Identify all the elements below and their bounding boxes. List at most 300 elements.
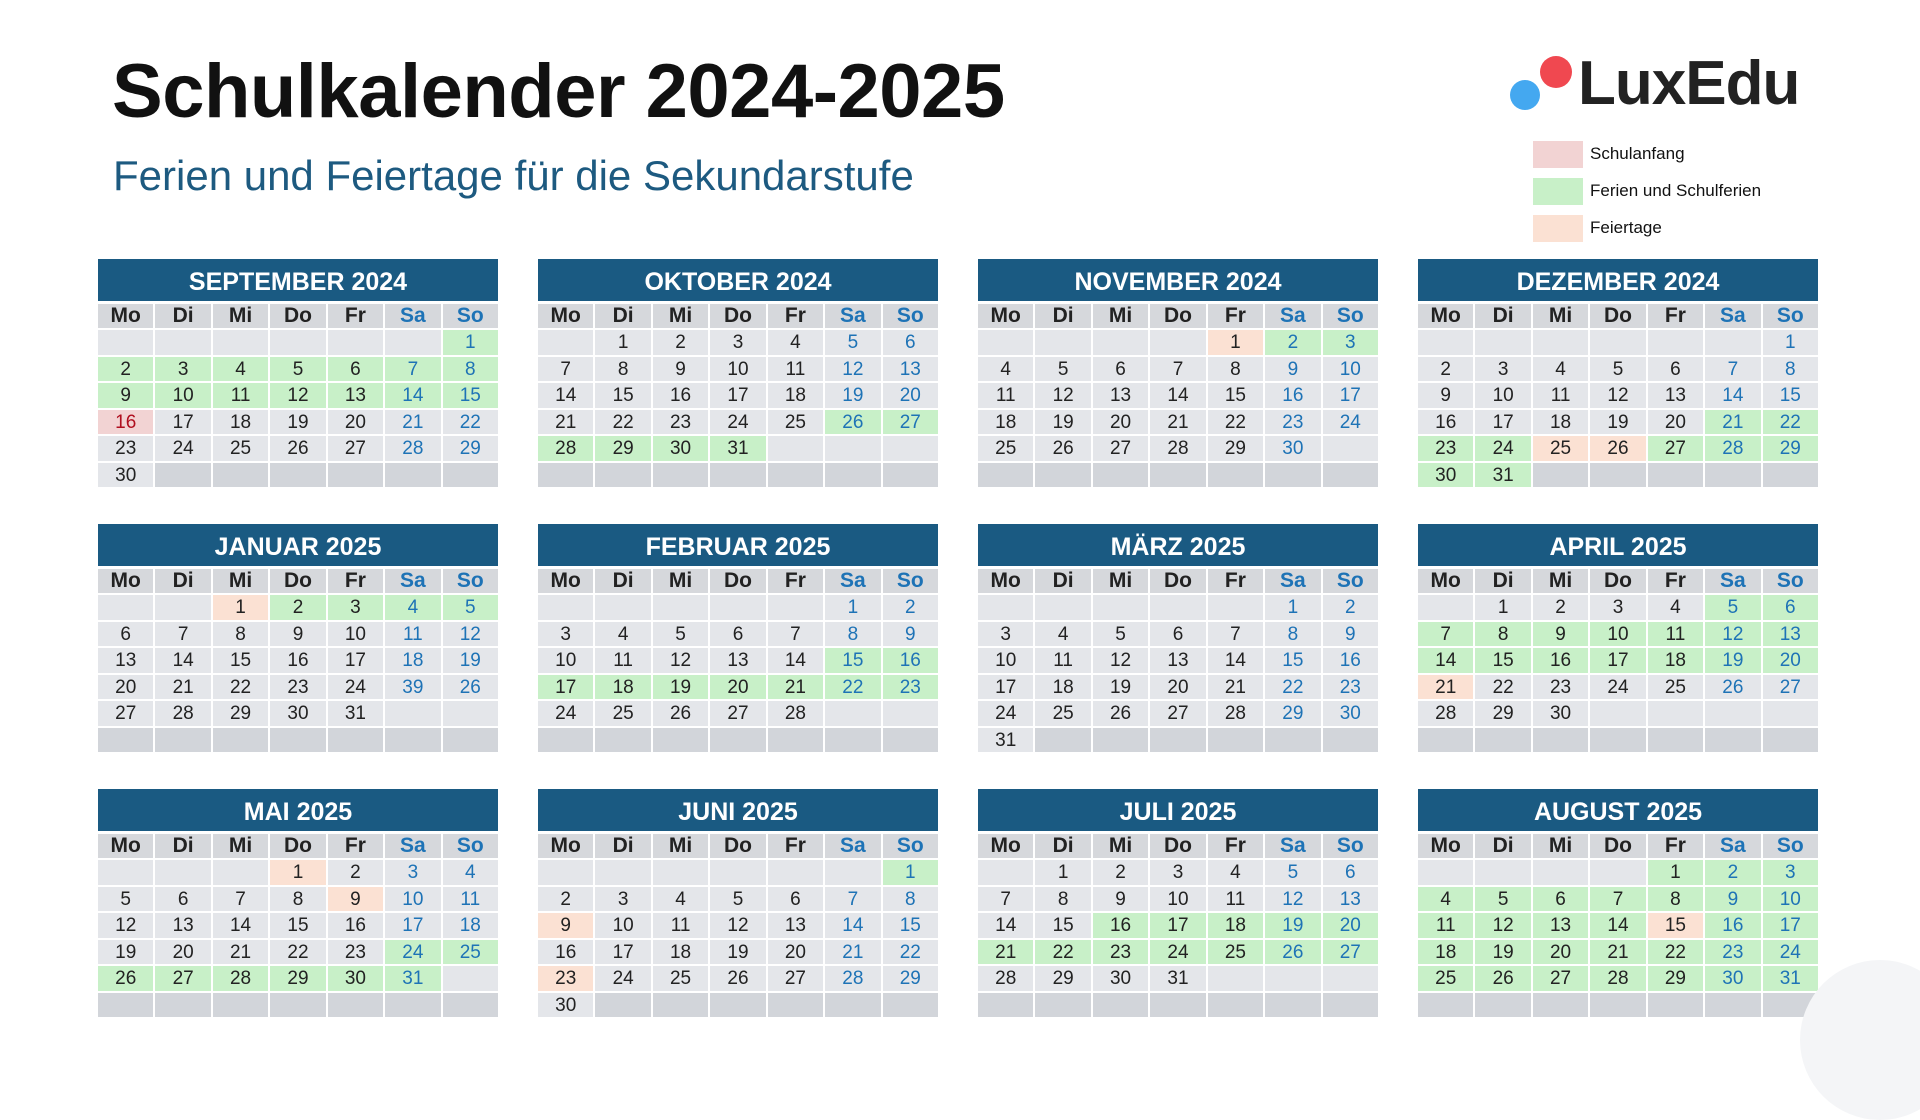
month-days-grid bbox=[1418, 304, 1818, 487]
day-cell: 14 bbox=[1150, 383, 1205, 408]
empty-day-cell bbox=[1208, 993, 1263, 1018]
day-cell: 30 bbox=[98, 463, 153, 488]
day-cell: 19 bbox=[1475, 940, 1530, 965]
day-cell: 21 bbox=[1208, 675, 1263, 700]
weekday-header: Do bbox=[710, 569, 765, 593]
empty-day-cell bbox=[1418, 330, 1473, 355]
day-cell: 11 bbox=[1035, 648, 1090, 673]
weekday-header: Sa bbox=[1705, 304, 1760, 328]
day-cell: 12 bbox=[1590, 383, 1645, 408]
weekday-header: Do bbox=[710, 304, 765, 328]
empty-day-cell bbox=[1093, 728, 1148, 753]
day-cell: 4 bbox=[978, 357, 1033, 382]
empty-day-cell bbox=[825, 860, 880, 885]
day-cell: 17 bbox=[155, 410, 210, 435]
day-cell: 15 bbox=[883, 913, 938, 938]
empty-day-cell bbox=[1035, 595, 1090, 620]
weekday-header: So bbox=[443, 569, 498, 593]
day-cell: 19 bbox=[443, 648, 498, 673]
day-cell: 27 bbox=[1150, 701, 1205, 726]
logo-red-dot-icon bbox=[1540, 56, 1572, 88]
day-cell: 27 bbox=[155, 966, 210, 991]
day-cell: 9 bbox=[1265, 357, 1320, 382]
day-cell: 15 bbox=[595, 383, 650, 408]
weekday-header: Sa bbox=[1265, 834, 1320, 858]
day-cell: 17 bbox=[1475, 410, 1530, 435]
day-cell: 9 bbox=[270, 622, 325, 647]
legend-item-ferien bbox=[1533, 177, 1761, 205]
day-cell: 6 bbox=[155, 887, 210, 912]
empty-day-cell bbox=[213, 330, 268, 355]
empty-day-cell bbox=[1035, 993, 1090, 1018]
empty-day-cell bbox=[155, 463, 210, 488]
empty-day-cell bbox=[1763, 463, 1818, 488]
empty-day-cell bbox=[768, 463, 823, 488]
day-cell: 18 bbox=[1648, 648, 1703, 673]
day-cell: 2 bbox=[1093, 860, 1148, 885]
day-cell: 19 bbox=[1590, 410, 1645, 435]
weekday-header: Fr bbox=[1208, 834, 1263, 858]
month-title: JANUAR 2025 bbox=[98, 524, 498, 566]
decorative-swoosh bbox=[1800, 960, 1920, 1120]
empty-day-cell bbox=[883, 463, 938, 488]
day-cell: 27 bbox=[1093, 436, 1148, 461]
empty-day-cell bbox=[98, 595, 153, 620]
day-cell: 7 bbox=[1705, 357, 1760, 382]
weekday-header: Do bbox=[710, 834, 765, 858]
day-cell: 6 bbox=[1533, 887, 1588, 912]
empty-day-cell bbox=[1705, 463, 1760, 488]
empty-day-cell bbox=[1265, 463, 1320, 488]
day-cell: 7 bbox=[1208, 622, 1263, 647]
day-cell: 24 bbox=[1590, 675, 1645, 700]
weekday-header: Mo bbox=[98, 834, 153, 858]
day-cell: 19 bbox=[825, 383, 880, 408]
weekday-header: Fr bbox=[1648, 304, 1703, 328]
empty-day-cell bbox=[653, 728, 708, 753]
empty-day-cell bbox=[1093, 463, 1148, 488]
day-cell: 2 bbox=[538, 887, 593, 912]
weekday-header: Di bbox=[155, 569, 210, 593]
day-cell: 10 bbox=[538, 648, 593, 673]
empty-day-cell bbox=[595, 595, 650, 620]
empty-day-cell bbox=[443, 728, 498, 753]
day-cell: 24 bbox=[595, 966, 650, 991]
day-cell: 30 bbox=[1705, 966, 1760, 991]
weekday-header: Di bbox=[1035, 834, 1090, 858]
month-calendar bbox=[538, 524, 938, 752]
day-cell: 26 bbox=[1093, 701, 1148, 726]
day-cell: 31 bbox=[1150, 966, 1205, 991]
weekday-header: Do bbox=[1590, 569, 1645, 593]
empty-day-cell bbox=[538, 860, 593, 885]
weekday-header: Do bbox=[270, 834, 325, 858]
day-cell: 8 bbox=[883, 887, 938, 912]
day-cell: 28 bbox=[385, 436, 440, 461]
day-cell: 5 bbox=[443, 595, 498, 620]
weekday-header: Mo bbox=[1418, 834, 1473, 858]
day-cell: 8 bbox=[1208, 357, 1263, 382]
day-cell: 26 bbox=[1705, 675, 1760, 700]
day-cell: 16 bbox=[328, 913, 383, 938]
day-cell: 17 bbox=[385, 913, 440, 938]
day-cell: 22 bbox=[270, 940, 325, 965]
day-cell: 10 bbox=[595, 913, 650, 938]
weekday-header: Sa bbox=[385, 569, 440, 593]
legend-label: Schulanfang bbox=[1590, 144, 1685, 163]
day-cell: 22 bbox=[1035, 940, 1090, 965]
empty-day-cell bbox=[653, 595, 708, 620]
month-calendar bbox=[1418, 524, 1818, 752]
empty-day-cell bbox=[385, 728, 440, 753]
empty-day-cell bbox=[328, 728, 383, 753]
day-cell: 29 bbox=[1648, 966, 1703, 991]
weekday-header: So bbox=[1763, 304, 1818, 328]
day-cell: 24 bbox=[710, 410, 765, 435]
weekday-header: Mi bbox=[1533, 834, 1588, 858]
empty-day-cell bbox=[1035, 728, 1090, 753]
day-cell: 1 bbox=[1648, 860, 1703, 885]
day-cell: 3 bbox=[1323, 330, 1378, 355]
day-cell: 3 bbox=[328, 595, 383, 620]
day-cell: 7 bbox=[538, 357, 593, 382]
weekday-header: Mi bbox=[213, 569, 268, 593]
weekday-header: Mi bbox=[1533, 569, 1588, 593]
month-title: MAI 2025 bbox=[98, 789, 498, 831]
day-cell: 28 bbox=[1418, 701, 1473, 726]
day-cell: 31 bbox=[385, 966, 440, 991]
day-cell: 6 bbox=[768, 887, 823, 912]
day-cell: 19 bbox=[1035, 410, 1090, 435]
empty-day-cell bbox=[825, 701, 880, 726]
month-calendar bbox=[978, 524, 1378, 752]
day-cell: 7 bbox=[768, 622, 823, 647]
empty-day-cell bbox=[595, 860, 650, 885]
day-cell: 13 bbox=[1533, 913, 1588, 938]
empty-day-cell bbox=[1208, 595, 1263, 620]
day-cell: 20 bbox=[768, 940, 823, 965]
day-cell: 22 bbox=[595, 410, 650, 435]
day-cell: 13 bbox=[883, 357, 938, 382]
empty-day-cell bbox=[1265, 966, 1320, 991]
day-cell: 7 bbox=[825, 887, 880, 912]
day-cell: 11 bbox=[213, 383, 268, 408]
weekday-header: So bbox=[1323, 834, 1378, 858]
day-cell: 20 bbox=[1648, 410, 1703, 435]
empty-day-cell bbox=[155, 993, 210, 1018]
month-days-grid bbox=[538, 569, 938, 752]
weekday-header: Do bbox=[1150, 834, 1205, 858]
empty-day-cell bbox=[1150, 463, 1205, 488]
day-cell: 30 bbox=[653, 436, 708, 461]
weekday-header: Do bbox=[270, 304, 325, 328]
empty-day-cell bbox=[538, 595, 593, 620]
day-cell: 22 bbox=[443, 410, 498, 435]
day-cell: 1 bbox=[1208, 330, 1263, 355]
empty-day-cell bbox=[1533, 728, 1588, 753]
legend-item-schulanfang bbox=[1533, 140, 1761, 168]
day-cell: 21 bbox=[1705, 410, 1760, 435]
weekday-header: So bbox=[1763, 569, 1818, 593]
weekday-header: Mo bbox=[1418, 304, 1473, 328]
weekday-header: Fr bbox=[1648, 834, 1703, 858]
weekday-header: Di bbox=[155, 834, 210, 858]
day-cell: 15 bbox=[1208, 383, 1263, 408]
day-cell: 22 bbox=[1475, 675, 1530, 700]
day-cell: 2 bbox=[1418, 357, 1473, 382]
day-cell: 9 bbox=[538, 913, 593, 938]
weekday-header: Mo bbox=[98, 569, 153, 593]
weekday-header: Do bbox=[1590, 834, 1645, 858]
empty-day-cell bbox=[98, 993, 153, 1018]
empty-day-cell bbox=[1705, 993, 1760, 1018]
day-cell: 1 bbox=[270, 860, 325, 885]
month-days-grid bbox=[1418, 834, 1818, 1017]
day-cell: 15 bbox=[825, 648, 880, 673]
day-cell: 13 bbox=[1323, 887, 1378, 912]
weekday-header: Di bbox=[1475, 834, 1530, 858]
empty-day-cell bbox=[270, 330, 325, 355]
day-cell: 19 bbox=[98, 940, 153, 965]
empty-day-cell bbox=[1265, 993, 1320, 1018]
day-cell: 11 bbox=[595, 648, 650, 673]
weekday-header: Di bbox=[155, 304, 210, 328]
day-cell: 18 bbox=[1533, 410, 1588, 435]
day-cell: 11 bbox=[1418, 913, 1473, 938]
empty-day-cell bbox=[1265, 728, 1320, 753]
day-cell: 30 bbox=[1093, 966, 1148, 991]
month-title: JULI 2025 bbox=[978, 789, 1378, 831]
day-cell: 19 bbox=[1093, 675, 1148, 700]
day-cell: 3 bbox=[1590, 595, 1645, 620]
month-title: MÄRZ 2025 bbox=[978, 524, 1378, 566]
day-cell: 1 bbox=[825, 595, 880, 620]
day-cell: 29 bbox=[883, 966, 938, 991]
month-days-grid bbox=[98, 569, 498, 752]
day-cell: 5 bbox=[710, 887, 765, 912]
day-cell: 8 bbox=[213, 622, 268, 647]
day-cell: 21 bbox=[1590, 940, 1645, 965]
day-cell: 10 bbox=[155, 383, 210, 408]
month-title: JUNI 2025 bbox=[538, 789, 938, 831]
day-cell: 10 bbox=[385, 887, 440, 912]
day-cell: 20 bbox=[883, 383, 938, 408]
day-cell: 18 bbox=[1208, 913, 1263, 938]
day-cell: 13 bbox=[328, 383, 383, 408]
day-cell: 31 bbox=[1763, 966, 1818, 991]
day-cell: 19 bbox=[1705, 648, 1760, 673]
day-cell: 26 bbox=[710, 966, 765, 991]
day-cell: 20 bbox=[1533, 940, 1588, 965]
weekday-header: Mi bbox=[1533, 304, 1588, 328]
day-cell: 9 bbox=[1533, 622, 1588, 647]
day-cell: 10 bbox=[1323, 357, 1378, 382]
month-calendar bbox=[98, 789, 498, 1017]
day-cell: 14 bbox=[768, 648, 823, 673]
day-cell: 13 bbox=[1763, 622, 1818, 647]
day-cell: 3 bbox=[155, 357, 210, 382]
day-cell: 5 bbox=[1093, 622, 1148, 647]
day-cell: 19 bbox=[653, 675, 708, 700]
month-days-grid bbox=[98, 304, 498, 487]
day-cell: 29 bbox=[1035, 966, 1090, 991]
empty-day-cell bbox=[155, 728, 210, 753]
day-cell: 20 bbox=[710, 675, 765, 700]
weekday-header: So bbox=[883, 304, 938, 328]
empty-day-cell bbox=[1035, 330, 1090, 355]
day-cell: 24 bbox=[1150, 940, 1205, 965]
day-cell: 3 bbox=[385, 860, 440, 885]
weekday-header: Mi bbox=[213, 834, 268, 858]
empty-day-cell bbox=[1418, 860, 1473, 885]
day-cell: 19 bbox=[1265, 913, 1320, 938]
empty-day-cell bbox=[270, 993, 325, 1018]
legend bbox=[1533, 140, 1761, 251]
day-cell: 15 bbox=[1763, 383, 1818, 408]
day-cell: 12 bbox=[1265, 887, 1320, 912]
day-cell: 13 bbox=[155, 913, 210, 938]
weekday-header: Sa bbox=[1265, 304, 1320, 328]
weekday-header: Sa bbox=[385, 834, 440, 858]
day-cell: 18 bbox=[213, 410, 268, 435]
empty-day-cell bbox=[213, 860, 268, 885]
month-title: DEZEMBER 2024 bbox=[1418, 259, 1818, 301]
empty-day-cell bbox=[1590, 463, 1645, 488]
day-cell: 2 bbox=[883, 595, 938, 620]
day-cell: 25 bbox=[1533, 436, 1588, 461]
day-cell: 4 bbox=[1418, 887, 1473, 912]
month-calendar bbox=[978, 789, 1378, 1017]
day-cell: 23 bbox=[883, 675, 938, 700]
day-cell: 26 bbox=[1590, 436, 1645, 461]
empty-day-cell bbox=[270, 463, 325, 488]
day-cell: 23 bbox=[98, 436, 153, 461]
day-cell: 24 bbox=[1323, 410, 1378, 435]
day-cell: 18 bbox=[595, 675, 650, 700]
day-cell: 29 bbox=[270, 966, 325, 991]
weekday-header: Fr bbox=[768, 569, 823, 593]
weekday-header: Di bbox=[1035, 569, 1090, 593]
day-cell: 10 bbox=[328, 622, 383, 647]
empty-day-cell bbox=[978, 330, 1033, 355]
empty-day-cell bbox=[653, 860, 708, 885]
day-cell: 9 bbox=[328, 887, 383, 912]
day-cell: 15 bbox=[1035, 913, 1090, 938]
empty-day-cell bbox=[1475, 993, 1530, 1018]
day-cell: 25 bbox=[653, 966, 708, 991]
empty-day-cell bbox=[1323, 436, 1378, 461]
day-cell: 4 bbox=[653, 887, 708, 912]
day-cell: 13 bbox=[1648, 383, 1703, 408]
logo-blue-dot-icon bbox=[1510, 80, 1540, 110]
day-cell: 11 bbox=[978, 383, 1033, 408]
day-cell: 16 bbox=[1418, 410, 1473, 435]
day-cell: 11 bbox=[385, 622, 440, 647]
empty-day-cell bbox=[1093, 330, 1148, 355]
empty-day-cell bbox=[1705, 701, 1760, 726]
day-cell: 6 bbox=[1323, 860, 1378, 885]
empty-day-cell bbox=[538, 728, 593, 753]
empty-day-cell bbox=[825, 463, 880, 488]
weekday-header: Sa bbox=[825, 569, 880, 593]
empty-day-cell bbox=[538, 330, 593, 355]
day-cell: 9 bbox=[1093, 887, 1148, 912]
day-cell: 28 bbox=[1208, 701, 1263, 726]
empty-day-cell bbox=[1323, 993, 1378, 1018]
day-cell: 39 bbox=[385, 675, 440, 700]
weekday-header: Fr bbox=[768, 304, 823, 328]
weekday-header: Mo bbox=[978, 569, 1033, 593]
day-cell: 22 bbox=[1265, 675, 1320, 700]
day-cell: 22 bbox=[825, 675, 880, 700]
day-cell: 6 bbox=[1648, 357, 1703, 382]
empty-day-cell bbox=[595, 463, 650, 488]
empty-day-cell bbox=[710, 860, 765, 885]
empty-day-cell bbox=[1705, 330, 1760, 355]
day-cell: 28 bbox=[978, 966, 1033, 991]
empty-day-cell bbox=[595, 728, 650, 753]
day-cell: 27 bbox=[883, 410, 938, 435]
month-days-grid bbox=[978, 834, 1378, 1017]
day-cell: 23 bbox=[328, 940, 383, 965]
empty-day-cell bbox=[1590, 330, 1645, 355]
day-cell: 24 bbox=[978, 701, 1033, 726]
day-cell: 18 bbox=[768, 383, 823, 408]
day-cell: 14 bbox=[1418, 648, 1473, 673]
day-cell: 10 bbox=[1150, 887, 1205, 912]
empty-day-cell bbox=[1323, 463, 1378, 488]
empty-day-cell bbox=[1590, 993, 1645, 1018]
day-cell: 16 bbox=[653, 383, 708, 408]
day-cell: 20 bbox=[328, 410, 383, 435]
weekday-header: Sa bbox=[1705, 834, 1760, 858]
day-cell: 6 bbox=[98, 622, 153, 647]
day-cell: 1 bbox=[883, 860, 938, 885]
day-cell: 24 bbox=[1763, 940, 1818, 965]
day-cell: 15 bbox=[213, 648, 268, 673]
weekday-header: Sa bbox=[825, 834, 880, 858]
day-cell: 20 bbox=[98, 675, 153, 700]
page-subtitle: Ferien und Feiertage für die Sekundarstufe bbox=[113, 152, 914, 199]
day-cell: 14 bbox=[1208, 648, 1263, 673]
weekday-header: Di bbox=[595, 569, 650, 593]
day-cell: 8 bbox=[443, 357, 498, 382]
month-calendar bbox=[1418, 789, 1818, 1017]
day-cell: 1 bbox=[1035, 860, 1090, 885]
empty-day-cell bbox=[155, 330, 210, 355]
day-cell: 14 bbox=[1590, 913, 1645, 938]
day-cell: 2 bbox=[270, 595, 325, 620]
day-cell: 25 bbox=[1208, 940, 1263, 965]
day-cell: 22 bbox=[883, 940, 938, 965]
empty-day-cell bbox=[1150, 595, 1205, 620]
empty-day-cell bbox=[270, 728, 325, 753]
day-cell: 26 bbox=[1475, 966, 1530, 991]
day-cell: 16 bbox=[1533, 648, 1588, 673]
empty-day-cell bbox=[385, 701, 440, 726]
day-cell: 23 bbox=[1323, 675, 1378, 700]
day-cell: 23 bbox=[1093, 940, 1148, 965]
day-cell: 15 bbox=[1475, 648, 1530, 673]
day-cell: 21 bbox=[155, 675, 210, 700]
weekday-header: Mo bbox=[978, 834, 1033, 858]
empty-day-cell bbox=[213, 993, 268, 1018]
month-calendar bbox=[98, 259, 498, 487]
month-calendar bbox=[538, 259, 938, 487]
empty-day-cell bbox=[1035, 463, 1090, 488]
empty-day-cell bbox=[385, 993, 440, 1018]
day-cell: 8 bbox=[270, 887, 325, 912]
